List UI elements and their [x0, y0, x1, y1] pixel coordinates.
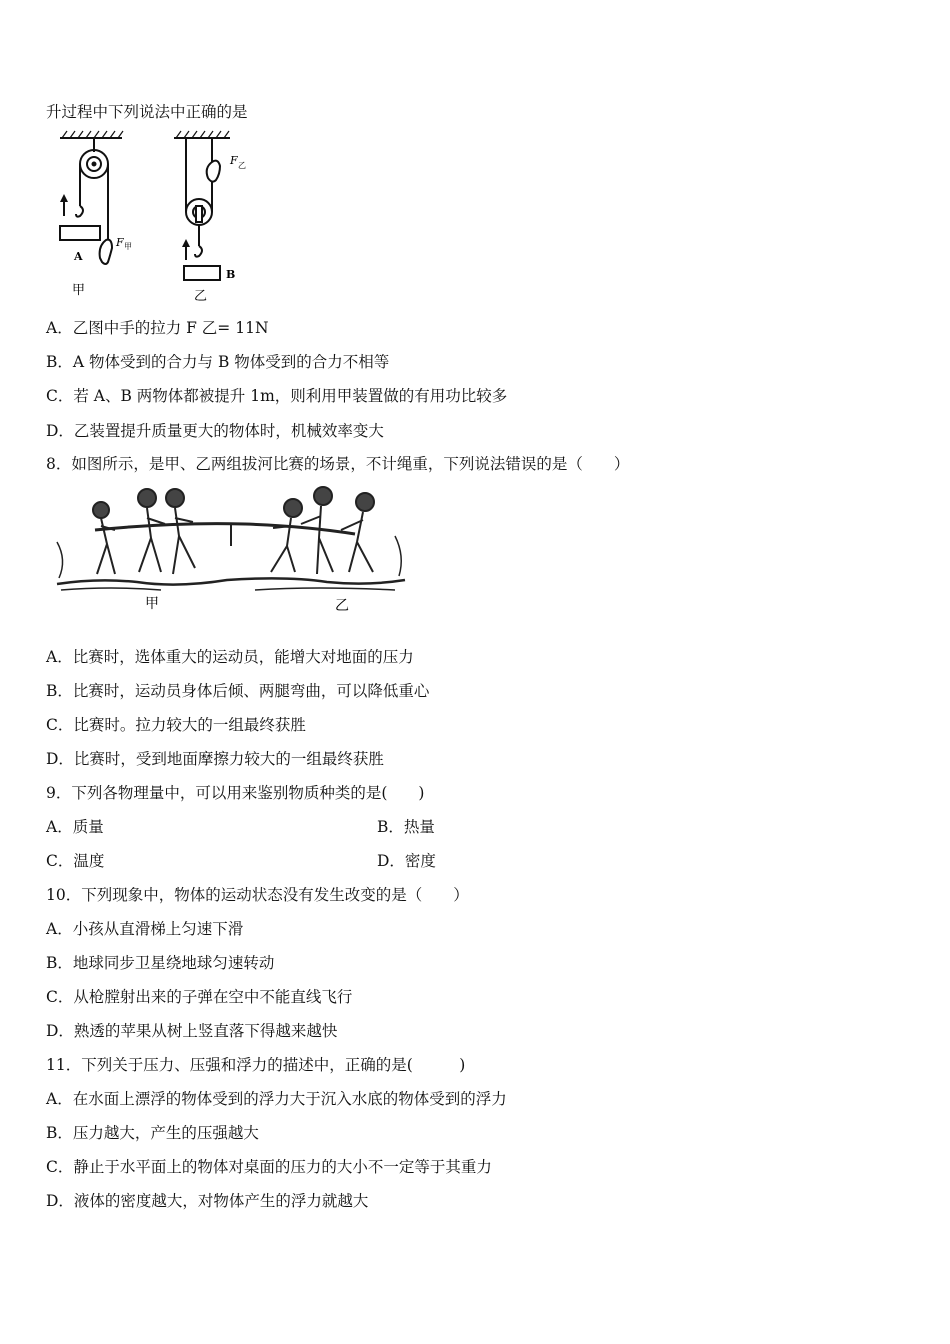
q10-option-c: C．从枪膛射出来的子弹在空中不能直线飞行 [46, 988, 353, 1006]
tug-of-war-figure [55, 486, 410, 616]
q8-option-d: D．比赛时，受到地面摩擦力较大的一组最终获胜 [46, 750, 384, 768]
q10-option-d: D．熟透的苹果从树上竖直落下得越来越快 [46, 1022, 338, 1040]
q7-option-d: D．乙装置提升质量更大的物体时，机械效率变大 [46, 422, 384, 440]
fixed-pulley-jia [60, 131, 123, 264]
q8-stem: 8．如图所示，是甲、乙两组拔河比赛的场景，不计绳重，下列说法错误的是（ ） [46, 455, 630, 473]
q8-option-b: B．比赛时，运动员身体后倾、两腿弯曲，可以降低重心 [46, 682, 430, 700]
q10-stem: 10．下列现象中，物体的运动状态没有发生改变的是（ ） [46, 886, 469, 904]
label-F-yi: F [230, 154, 238, 167]
q8-option-c: C．比赛时。拉力较大的一组最终获胜 [46, 716, 306, 734]
q9-option-c: C．温度 [46, 852, 105, 870]
q11-option-a: A．在水面上漂浮的物体受到的浮力大于沉入水底的物体受到的浮力 [46, 1090, 507, 1108]
q7-option-b: B．A 物体受到的合力与 B 物体受到的合力不相等 [46, 353, 390, 371]
q11-option-b: B．压力越大，产生的压强越大 [46, 1124, 259, 1142]
label-B: B [226, 268, 236, 281]
q9-stem: 9．下列各物理量中，可以用来鉴别物质种类的是( ) [46, 784, 425, 802]
q10-option-a: A．小孩从直滑梯上匀速下滑 [46, 920, 244, 938]
q11-stem: 11．下列关于压力、压强和浮力的描述中，正确的是( ) [46, 1056, 466, 1074]
caption-jia: 甲 [72, 283, 86, 298]
label-F-jia: F [116, 236, 124, 249]
q8-option-a: A．比赛时，选体重大的运动员，能增大对地面的压力 [46, 648, 414, 666]
q11-option-d: D．液体的密度越大，对物体产生的浮力就越大 [46, 1192, 369, 1210]
caption-yi: 乙 [194, 289, 208, 304]
q9-option-b: B．热量 [377, 818, 435, 836]
q9-option-d: D．密度 [377, 852, 436, 870]
label-A: A [74, 250, 83, 263]
label-F-jia-sub: 甲 [124, 242, 132, 251]
q10-option-b: B．地球同步卫星绕地球匀速转动 [46, 954, 275, 972]
intro-line: 升过程中下列说法中正确的是 [46, 103, 248, 121]
tug-caption-yi: 乙 [335, 598, 349, 614]
team-jia-players [93, 489, 195, 574]
label-F-yi-sub: 乙 [238, 161, 246, 170]
q11-option-c: C．静止于水平面上的物体对桌面的压力的大小不一定等于其重力 [46, 1158, 492, 1176]
q7-option-a: A．乙图中手的拉力 F 乙= 11N [46, 319, 269, 337]
pulley-figure [52, 128, 262, 306]
q9-option-a: A．质量 [46, 818, 104, 836]
q7-option-c: C．若 A、B 两物体都被提升 1m，则利用甲装置做的有用功比较多 [46, 387, 508, 405]
movable-pulley-yi [174, 131, 230, 280]
tug-caption-jia: 甲 [145, 596, 159, 612]
